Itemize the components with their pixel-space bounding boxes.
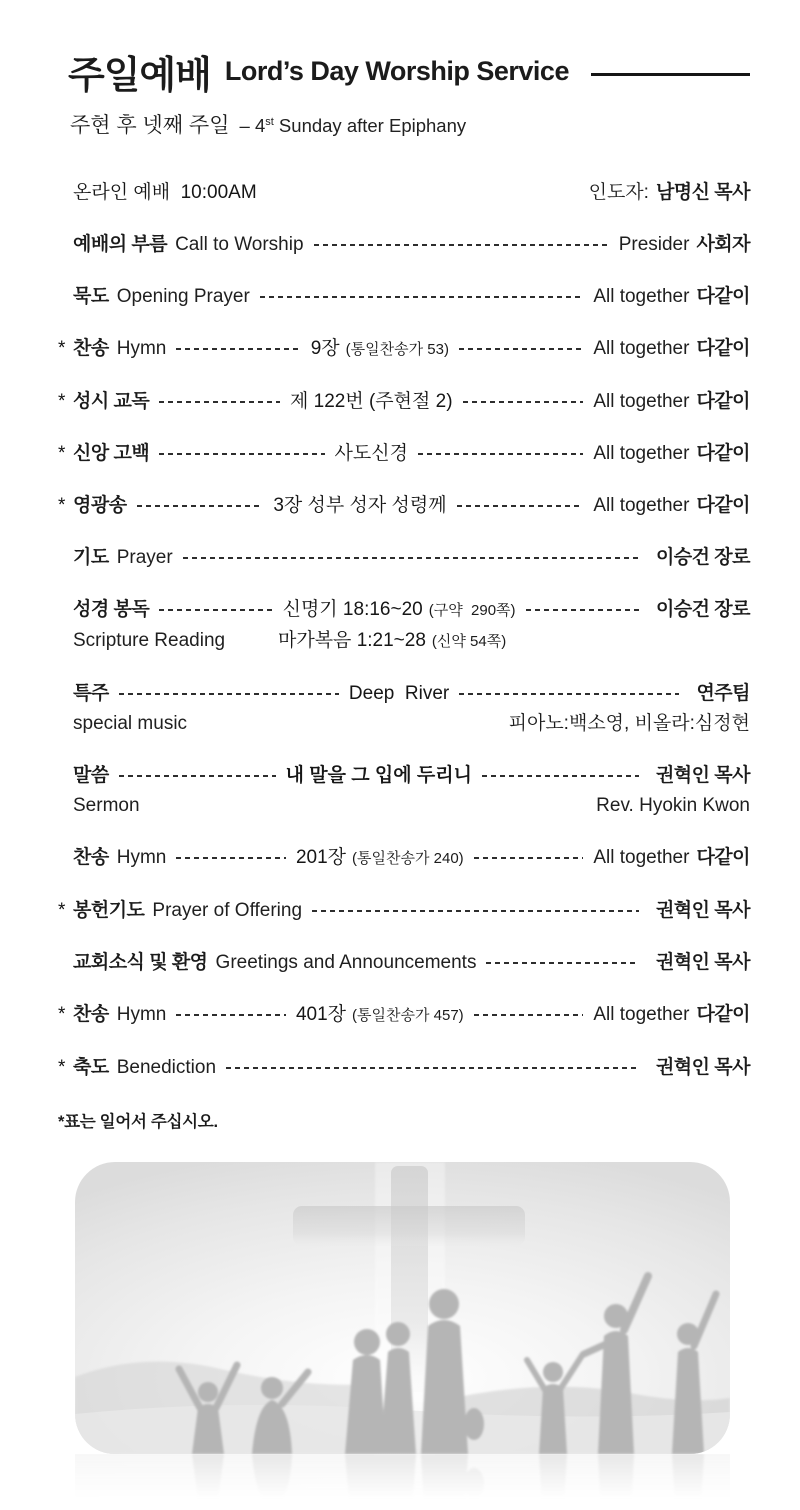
leader-ko: 다같이 <box>696 391 751 412</box>
stand-marker: * <box>58 900 66 921</box>
leader-en: All together <box>593 338 690 359</box>
stand-marker: * <box>58 338 66 359</box>
item-title-en: Greetings and Announcements <box>215 952 477 973</box>
item-title-ko: 묵도 <box>73 286 109 307</box>
item-detail-note: (통일찬송가 457) <box>352 1007 464 1024</box>
item-title-ko: 신앙 고백 <box>73 443 150 464</box>
performers: 피아노:백소영, 비올라:심정현 <box>508 713 750 734</box>
leader-en: All together <box>593 286 690 307</box>
leader-ko: 다같이 <box>696 286 750 307</box>
program-row-confession-of-faith <box>58 440 750 466</box>
image-reflection <box>75 1454 730 1510</box>
item-title-ko: 교회소식 및 환영 <box>73 952 208 973</box>
stand-marker: * <box>58 495 66 516</box>
item-detail: 신명기 18:16~20 <box>282 599 423 620</box>
leader-en: All together <box>593 443 690 464</box>
program-block-special-music <box>58 680 750 736</box>
header <box>58 44 750 139</box>
title-row <box>68 44 750 99</box>
subtitle-ordinal-suffix: st <box>265 115 274 128</box>
title-rule <box>591 73 750 76</box>
program-row-scripture-reading <box>58 596 750 623</box>
leader-dashes <box>159 440 324 459</box>
leader-ko: 사회자 <box>696 234 750 255</box>
item-detail: 3장 성부 성자 성령께 <box>273 495 447 516</box>
item-detail: 401장 <box>295 1004 347 1025</box>
stand-marker: * <box>58 1004 66 1025</box>
leader-ko: 권혁인 목사 <box>655 900 750 921</box>
item-title-ko: 성시 교독 <box>73 391 150 412</box>
leader-ko: 권혁인 목사 <box>655 765 750 786</box>
program-row-sermon <box>58 762 750 788</box>
program-row-prayer <box>58 544 750 570</box>
leader-en: All together <box>593 1004 690 1025</box>
item-detail: 마가복음 1:21~28 <box>278 630 426 651</box>
item-title-en: Prayer <box>116 547 173 568</box>
leader-ko: 다같이 <box>696 338 750 359</box>
program-row-hymn-201 <box>58 844 750 871</box>
item-detail-note: (통일찬송가 240) <box>352 850 464 867</box>
item-title-ko: 말씀 <box>73 765 109 786</box>
leader-dashes <box>119 762 276 781</box>
program-row-hymn-401 <box>58 1001 750 1028</box>
leader-ko: 이승건 장로 <box>655 599 750 620</box>
page-title-korean: 주일예배 <box>68 55 211 97</box>
leader-dashes <box>226 1054 639 1073</box>
sermon-title: 내 말을 그 입에 두리니 <box>285 765 472 786</box>
preacher-name-en: Rev. Hyokin Kwon <box>596 795 750 816</box>
item-title-en: Hymn <box>116 1004 167 1025</box>
item-detail: 201장 <box>295 847 347 868</box>
item-title-en: Benediction <box>116 1057 217 1078</box>
item-title-en: Prayer of Offering <box>152 900 303 921</box>
leader-dashes <box>159 596 272 615</box>
item-title-ko: 찬송 <box>73 338 109 359</box>
item-title-ko: 특주 <box>73 683 109 704</box>
program-subrow-special-music <box>58 712 750 736</box>
service-order-list <box>58 181 750 1132</box>
item-detail: Deep River <box>348 683 450 704</box>
leader-ko: 다같이 <box>696 443 750 464</box>
item-detail-note: (통일찬송가 53) <box>345 341 449 358</box>
leader-dashes <box>183 544 639 563</box>
leader-dashes <box>474 844 584 863</box>
leader-ko: 연주팀 <box>696 683 751 704</box>
program-row-hymn-9 <box>58 335 750 362</box>
leader-dashes <box>159 388 280 407</box>
item-title-en: Hymn <box>116 847 167 868</box>
leader-dashes <box>457 492 584 511</box>
item-title-en: special music <box>73 713 188 734</box>
stand-marker: * <box>58 443 66 464</box>
leader-dashes <box>176 844 286 863</box>
leader-en: Presider <box>618 234 690 255</box>
leader-dashes <box>459 335 583 354</box>
leader-ko: 권혁인 목사 <box>655 1057 750 1078</box>
presider-label: 인도자: <box>588 182 649 203</box>
item-title-ko: 찬송 <box>73 847 109 868</box>
leader-dashes <box>176 335 300 354</box>
leader-dashes <box>482 762 639 781</box>
item-title-en: Opening Prayer <box>116 286 250 307</box>
leader-en: All together <box>593 495 690 516</box>
leader-dashes <box>463 388 584 407</box>
leader-dashes <box>418 440 583 459</box>
item-title-ko: 예배의 부름 <box>73 234 168 255</box>
leader-dashes <box>474 1001 584 1020</box>
item-title-ko: 봉헌기도 <box>73 900 145 921</box>
program-subrow-scripture <box>58 629 750 654</box>
leader-ko: 다같이 <box>696 847 751 868</box>
leader-dashes <box>137 492 264 511</box>
leader-dashes <box>486 949 638 968</box>
leader-en: All together <box>593 391 690 412</box>
program-row-offering-prayer <box>58 897 750 923</box>
program-row-announcements <box>58 949 750 975</box>
leader-ko: 다같이 <box>696 495 750 516</box>
stand-footnote: *표는 일어서 주십시오. <box>58 1113 218 1131</box>
worship-image <box>75 1162 730 1454</box>
program-block-scripture <box>58 596 750 654</box>
item-title-ko: 기도 <box>73 547 109 568</box>
stand-marker: * <box>58 391 66 412</box>
page-title-english: Lord’s Day Worship Service <box>224 56 569 86</box>
program-row-benediction <box>58 1054 750 1080</box>
program-row-call-to-worship <box>58 231 750 257</box>
leader-ko: 다같이 <box>696 1004 751 1025</box>
leader-dashes <box>312 897 639 916</box>
leader-en: All together <box>593 847 690 868</box>
item-detail-note: (신약 54쪽) <box>431 633 507 650</box>
leader-dashes <box>176 1001 286 1020</box>
item-detail: 9장 <box>310 338 340 359</box>
worship-scene <box>75 1162 730 1454</box>
program-row-responsive-reading <box>58 388 750 414</box>
leader-ko: 이승건 장로 <box>655 547 750 568</box>
item-title-ko: 축도 <box>73 1057 109 1078</box>
leader-dashes <box>526 596 639 615</box>
program-block-sermon <box>58 762 750 818</box>
subtitle-rest: Sunday after Epiphany <box>273 115 467 136</box>
subtitle-english <box>240 115 467 137</box>
service-info-row <box>58 181 750 205</box>
item-detail-note: (구약 290쪽) <box>428 602 516 619</box>
leader-dashes <box>119 680 339 699</box>
item-title-en: Hymn <box>116 338 167 359</box>
item-detail: 제 122번 (주현절 2) <box>290 391 453 412</box>
subtitle <box>70 109 750 139</box>
stand-marker: * <box>58 1057 66 1078</box>
program-row-opening-prayer <box>58 283 750 309</box>
program-row-gloria <box>58 492 750 518</box>
item-title-ko: 성경 봉독 <box>73 599 150 620</box>
service-time: 온라인 예배 10:00AM <box>73 182 257 203</box>
item-title-ko: 영광송 <box>73 495 127 516</box>
leader-dashes <box>260 283 584 302</box>
presider-name: 남명신 목사 <box>655 182 750 203</box>
item-title-en: Call to Worship <box>175 234 304 255</box>
item-title-en: Scripture Reading <box>73 630 226 651</box>
subtitle-ordinal: – 4 <box>239 115 266 136</box>
leader-dashes <box>459 680 679 699</box>
item-title-ko: 찬송 <box>73 1004 109 1025</box>
subtitle-korean: 주현 후 넷째 주일 <box>70 114 230 137</box>
item-title-en: Sermon <box>73 795 140 816</box>
leader-ko: 권혁인 목사 <box>655 952 750 973</box>
leader-dashes <box>314 231 609 250</box>
item-detail: 사도신경 <box>334 443 408 464</box>
program-row-special-music <box>58 680 750 706</box>
program-subrow-sermon <box>58 794 750 818</box>
